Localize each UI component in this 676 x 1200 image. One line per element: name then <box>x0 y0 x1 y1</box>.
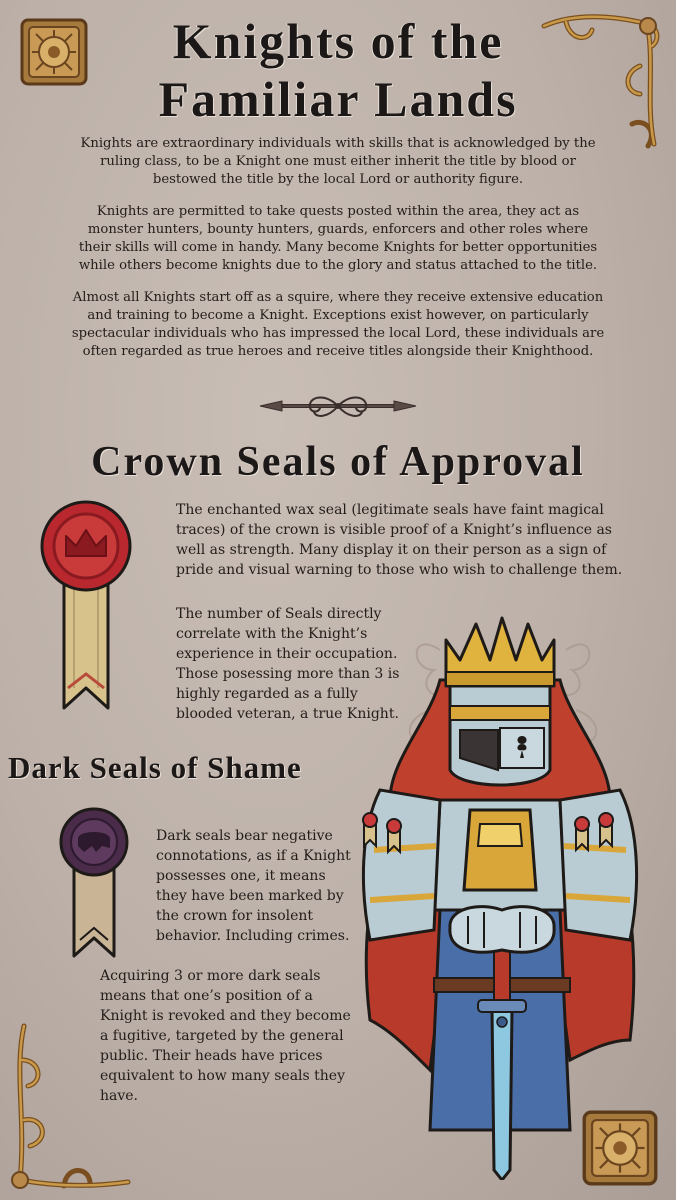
intro-text <box>70 135 606 375</box>
crown-seals-heading: Crown Seals of Approval <box>91 439 585 485</box>
dark-wax-seal-icon <box>54 806 134 966</box>
crown-wax-seal-icon <box>38 498 134 720</box>
ornamental-divider-icon <box>256 392 420 420</box>
intro-paragraph-3: Almost all Knights start off as a squire, where they receive extensive education and training to become a Knight. Exceptions exist however, on particularly spectacular individuals who has impressed the local Lord, these individuals are often regarded as true heroes and receive titles alongside their Knighthood. <box>71 290 605 359</box>
dark-seals-paragraph-2: Acquiring 3 or more dark seals means that one’s position of a Knight is revoked and they become a fugitive, targeted by the general public. Their heads have prices equivalent to how many seals they have. <box>100 968 351 1104</box>
crown-seals-paragraph-1: The enchanted wax seal (legitimate seals have faint magical traces) of the crown is visible proof of a Knight’s influence as well as strength. Many display it on their person as a sign of pride and visual warning to those who wish to challenge them. <box>176 502 623 578</box>
page-title-line2: Familiar Lands <box>158 71 518 127</box>
dark-seals-paragraph-1: Dark seals bear negative connotations, as if a Knight possesses one, it means they have been marked by the crown for insolent behavior. Including crimes. <box>156 828 351 944</box>
crown-seals-paragraph-2: The number of Seals directly correlate with the Knight’s experience in their occupation. Those posessing more than 3 is highly regarded as a fully blooded veteran, a true Knight. <box>176 606 400 722</box>
intro-paragraph-1: Knights are extraordinary individuals with skills that is acknowledged by the ruling class, to be a Knight one must either inherit the title by blood or bestowed the title by the local Lord or authority figure. <box>80 136 596 187</box>
knight-illustration <box>330 610 670 1180</box>
page-title <box>0 12 676 128</box>
dark-seals-heading: Dark Seals of Shame <box>8 750 302 785</box>
page-title-line1: Knights of the <box>172 13 504 69</box>
intro-paragraph-2: Knights are permitted to take quests posted within the area, they act as monster hunters, bounty hunters, guards, enforcers and other roles where their skills will come in handy. Many become Knights for better opportunities while others become knights due to the glory and status attached to the title. <box>78 204 598 273</box>
